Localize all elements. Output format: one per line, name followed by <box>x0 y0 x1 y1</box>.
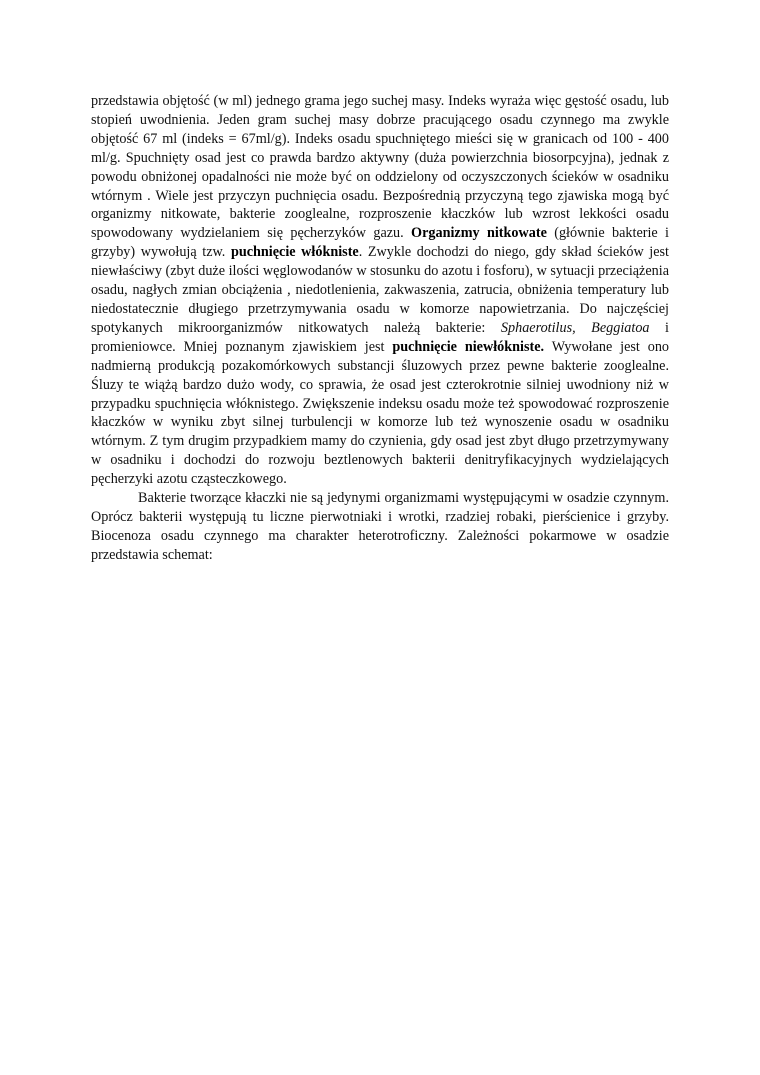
term-filamentous-bulking: puchnięcie włókniste <box>230 244 359 261</box>
body-text <box>91 92 669 565</box>
paragraph-biocenosis: Bakterie tworzące kłaczki nie są jedynymi organizmami występującymi w osadzie czynnym. Oprócz bakterii występują tu liczne pierwotniaki i wrotki, rzadziej robaki, pierścienice i grzyby. Biocenoza osadu czynnego ma charakter heterotroficzny. Zależności pokarmowe w osadzie przedstawia schemat: <box>91 490 669 563</box>
text-run: Wywołane jest ono nadmierną produkcją pozakomórkowych substancji śluzowych przez pewne bakterie zooglealne. Śluzy te wiążą bardzo dużo wody, co sprawia, że osad jest czterokrotnie silniej uwodniony niż w przypadku spuchnięcia włóknistego. Zwiększenie indeksu osadu może też spowodować rozproszenie kłaczków w wyniku zbyt silnej turbulencji w komorze lub też wynoszenie osadu w osadniku wtórnym. Z tym drugim przypadkiem mamy do czynienia, gdy osad jest zbyt długo przetrzymywany w osadniku i dochodzi do rozwoju beztlenowych bakterii denitryfikacyjnych wydzielających pęcherzyki azotu cząsteczkowego. <box>91 338 670 488</box>
term-filamentous-organisms: Organizmy nitkowate <box>411 225 547 242</box>
term-non-filamentous-bulking: puchnięcie niewłókniste. <box>392 338 545 355</box>
paragraph-sludge-swelling <box>91 92 669 489</box>
text-run: przedstawia objętość (w ml) jednego grama jego suchej masy. Indeks wyraża więc gęstość osadu, lub stopień uwodnienia. Jeden gram suchej masy dobrze pracującego osadu czynnego ma zwykle objętość 67 ml (indeks = 67ml/g). Indeks osadu spuchniętego mieści się w granicach od 100 - 400 ml/g. Spuchnięty osad jest co prawda bardzo aktywny (duża powierzchnia biosorpcyjna), jednak z powodu obniżonej opadalności nie może być on oddzielony od oczyszczonych ścieków w osadniku wtórnym . Wiele jest przyczyn puchnięcia osadu. Bezpośrednią przyczyną tego zjawiska mogą być organizmy nitkowate, bakterie zooglealne, rozproszenie kłaczków lub wzrost lekkości osadu spowodowany wydzielaniem się pęcherzyków gazu. <box>91 93 669 242</box>
species-names: Sphaerotilus, Beggiatoa <box>500 319 650 336</box>
text-run: i promieniowce. Mniej poznanym zjawiskiem jest <box>91 319 669 355</box>
text-run: (głównie bakterie i grzyby) wywołują tzw. <box>91 225 670 261</box>
text-run: . Zwykle dochodzi do niego, gdy skład ścieków jest niewłaściwy (zbyt duże ilości węglowodanów w stosunku do azotu i fosforu), w sytuacji przeciążenia osadu, nagłych zmian obciążenia , niedotlenienia, zakwaszenia, zatrucia, obniżenia temperatury lub niedostatecznie długiego przetrzymywania osadu w komorze napowietrzania. Do najczęściej spotykanych mikroorganizmów nitkowatych należą bakterie: <box>91 244 669 336</box>
